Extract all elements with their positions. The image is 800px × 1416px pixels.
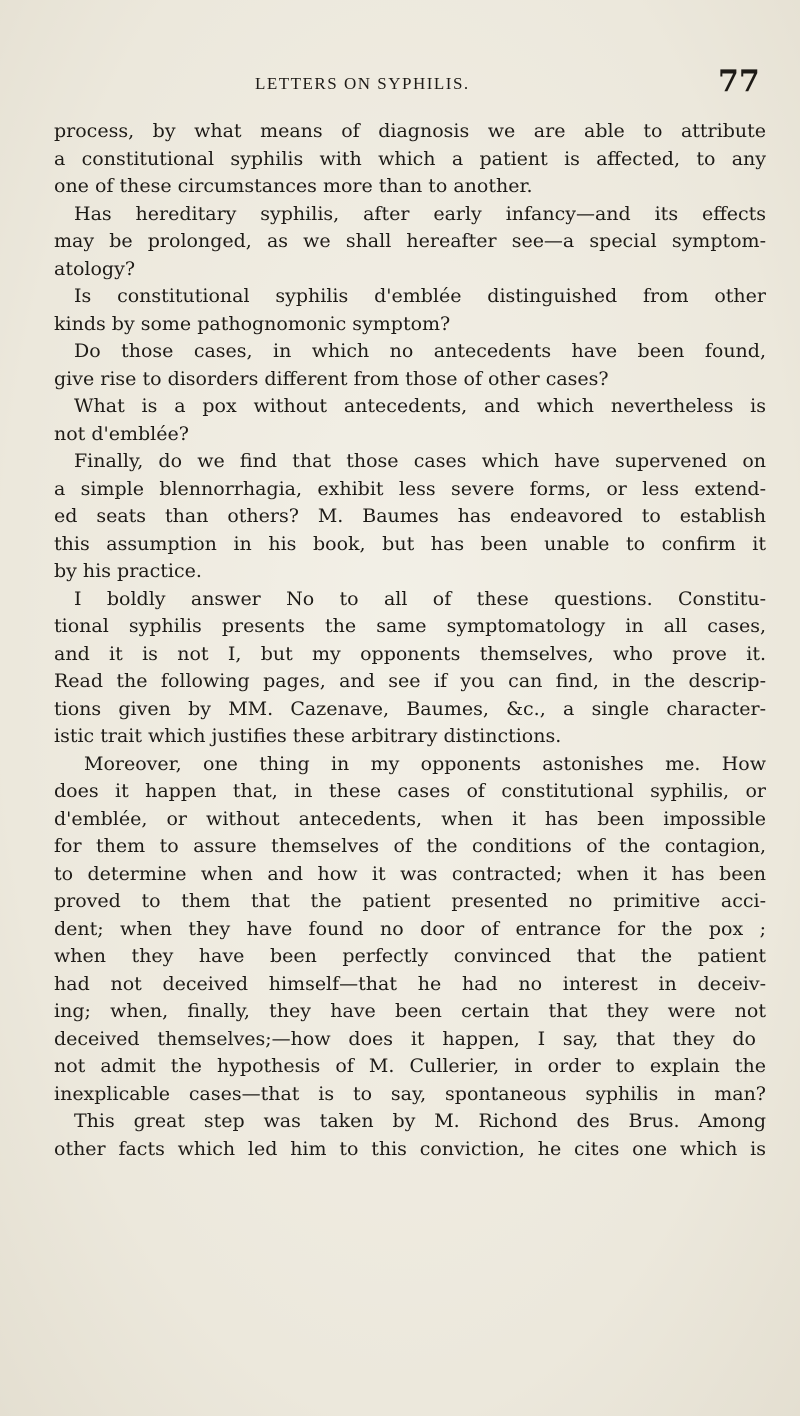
running-header: LETTERS ON SYPHILIS. xyxy=(255,74,470,93)
text-line: deceived themselves;—how does it happen, I say, that they do xyxy=(54,1027,756,1050)
text-line: one of these circumstances more than to another. xyxy=(54,175,533,197)
text-line: dent; when they have found no door of entrance for the pox ; xyxy=(54,917,766,940)
text-line: give rise to disorders different from those of other cases? xyxy=(54,367,609,390)
text-line: Do those cases, in which no antecedents have been found, xyxy=(74,340,766,362)
body-text xyxy=(54,118,766,1163)
text-line: process, by what means of diagnosis we are able to attribute xyxy=(54,120,766,142)
text-line: kinds by some pathognomonic symptom? xyxy=(54,312,451,335)
text-line: this assumption in his book, but has been unable to confirm it xyxy=(54,532,766,555)
text-line: Read the following pages, and see if you can find, in the descrip- xyxy=(54,670,766,692)
text-line: when they have been perfectly convinced that the patient xyxy=(54,945,766,967)
text-line: and it is not I, but my opponents themselves, who prove it. xyxy=(54,642,766,665)
text-line: for them to assure themselves of the conditions of the contagion, xyxy=(54,835,766,857)
text-line: inexplicable cases—that is to say, spontaneous syphilis in man? xyxy=(54,1082,766,1105)
text-line: ing; when, finally, they have been certain that they were not xyxy=(54,1000,766,1022)
page-number: 77 xyxy=(718,64,760,99)
text-line: Moreover, one thing in my opponents astonishes me. How xyxy=(84,752,766,775)
text-line: a constitutional syphilis with which a patient is affected, to any xyxy=(54,147,766,170)
text-line: tional syphilis presents the same symptomatology in all cases, xyxy=(54,615,766,637)
text-line: Has hereditary syphilis, after early infancy—and its effects xyxy=(74,202,766,225)
text-line: atology? xyxy=(54,257,136,280)
text-line: ed seats than others? M. Baumes has endeavored to establish xyxy=(54,505,766,527)
text-line: d'emblée, or without antecedents, when it has been impossible xyxy=(54,807,766,830)
text-line: not d'emblée? xyxy=(54,422,189,445)
text-line: This great step was taken by M. Richond des Brus. Among xyxy=(74,1110,766,1132)
text-line: may be prolonged, as we shall hereafter see—a special symptom- xyxy=(54,230,766,252)
text-line: Finally, do we find that those cases which have supervened on xyxy=(74,450,766,472)
text-line: I boldly answer No to all of these questions. Constitu- xyxy=(74,587,766,610)
text-line: Is constitutional syphilis d'emblée distinguished from other xyxy=(74,285,766,307)
text-line: proved to them that the patient presented no primitive acci- xyxy=(54,890,766,912)
text-line: does it happen that, in these cases of constitutional syphilis, or xyxy=(54,780,766,802)
text-line: istic trait which justifies these arbitrary distinctions. xyxy=(54,725,562,747)
text-line: not admit the hypothesis of M. Cullerier, in order to explain the xyxy=(54,1055,766,1077)
text-line: a simple blennorrhagia, exhibit less severe forms, or less extend- xyxy=(54,477,766,500)
text-line: What is a pox without antecedents, and which nevertheless is xyxy=(74,395,766,417)
text-line: to determine when and how it was contracted; when it has been xyxy=(54,862,766,885)
text-line: by his practice. xyxy=(54,560,202,582)
text-line: other facts which led him to this conviction, he cites one which is xyxy=(54,1137,766,1160)
text-line: tions given by MM. Cazenave, Baumes, &c., a single character- xyxy=(54,697,766,720)
text-line: had not deceived himself—that he had no interest in deceiv- xyxy=(54,972,766,995)
